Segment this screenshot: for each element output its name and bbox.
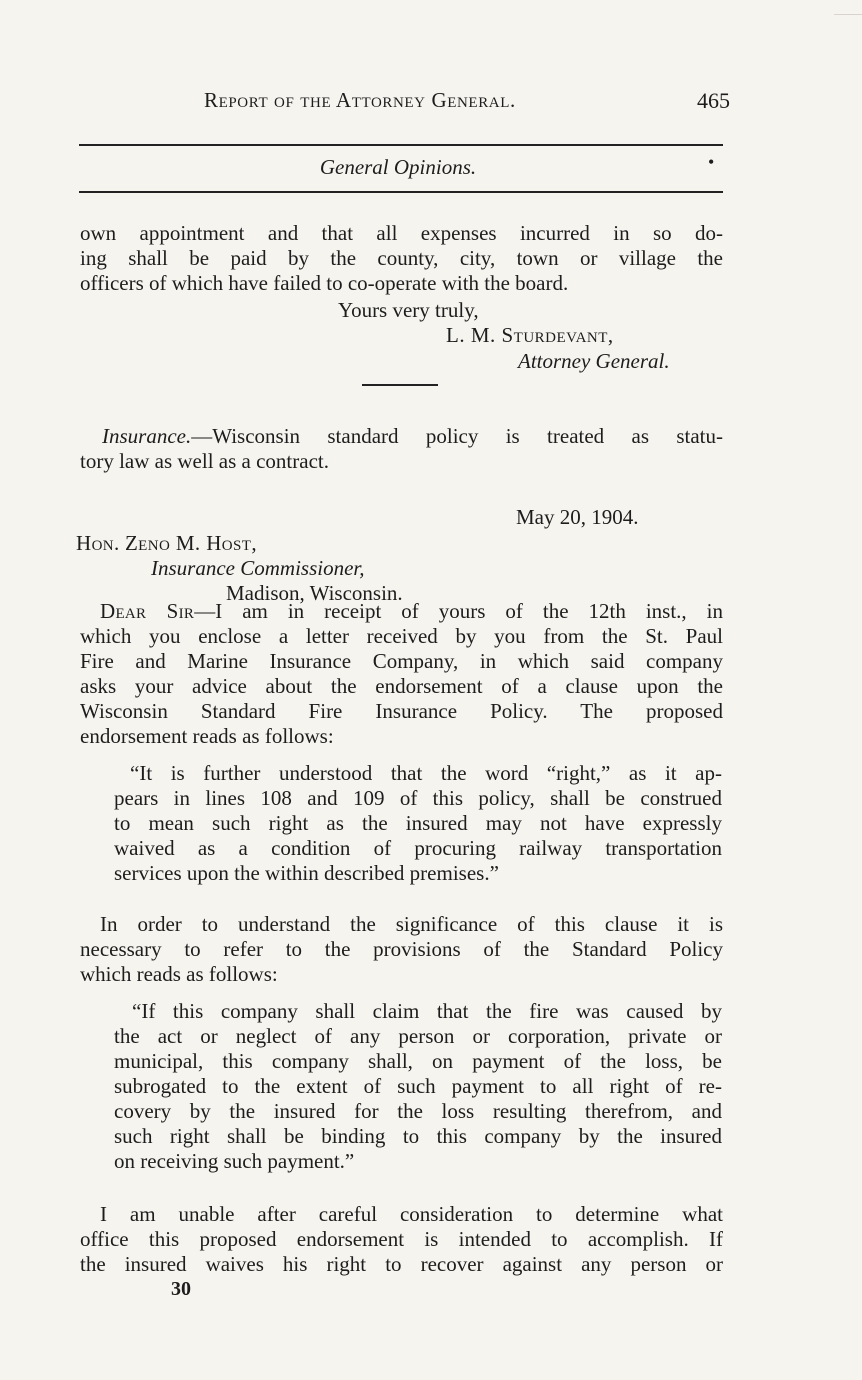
middle-paragraph-first-line xyxy=(100,912,723,937)
opinion-divider xyxy=(362,384,438,386)
final-paragraph xyxy=(80,1227,723,1277)
opinion-heading-line-1 xyxy=(102,424,723,449)
quote-one-first-line xyxy=(130,761,722,786)
quote-one-line-5: services upon the within described premises.” xyxy=(114,861,499,885)
quote-two-line-1: “If this company shall claim that the fire was caused by xyxy=(132,999,722,1023)
letter-body-line-2: which you enclose a letter received by you from the St. Paul xyxy=(80,624,723,648)
salutation: Dear Sir xyxy=(100,599,195,623)
quote-two-first-line xyxy=(132,999,722,1024)
section-mark: • xyxy=(708,152,715,172)
signature-closing: Yours very truly, xyxy=(338,298,479,322)
quote-one-line-1: “It is further understood that the word “right,” as it ap- xyxy=(130,761,722,785)
opinion-heading xyxy=(102,424,723,449)
quote-two xyxy=(114,1024,722,1174)
page-number: 465 xyxy=(697,88,730,113)
opinion-subject: Insurance. xyxy=(102,424,192,448)
opinion-heading-continued xyxy=(80,449,723,474)
quote-two-line-7: on receiving such payment.” xyxy=(114,1149,355,1173)
quote-two-line-4: subrogated to the extent of such payment to all right of re- xyxy=(114,1074,722,1098)
letter-date: May 20, 1904. xyxy=(516,505,639,529)
middle-paragraph xyxy=(80,937,723,987)
quote-one-line-2: pears in lines 108 and 109 of this policy, shall be construed xyxy=(114,786,722,810)
final-line-1: I am unable after careful consideration to determine what xyxy=(100,1202,723,1226)
letter-body-line-4: asks your advice about the endorsement of a clause upon the xyxy=(80,674,723,698)
addressee-name xyxy=(76,531,257,556)
opening-line-1: own appointment and that all expenses incurred in so do- xyxy=(80,221,723,245)
quote-two-line-2: the act or neglect of any person or corporation, private or xyxy=(114,1024,722,1048)
addressee-role: Insurance Commissioner, xyxy=(151,556,365,580)
letter-body-line-1: —I am in receipt of yours of the 12th inst., in xyxy=(194,599,723,623)
letter-body-line-3: Fire and Marine Insurance Company, in which said company xyxy=(80,649,723,673)
section-label: General Opinions. xyxy=(319,155,477,179)
opening-paragraph xyxy=(80,221,723,296)
quote-two-line-6: such right shall be binding to this company by the insured xyxy=(114,1124,722,1148)
printer-signature-mark: 30 xyxy=(171,1278,191,1300)
addressee-full-name: Zeno M. Host, xyxy=(124,531,257,555)
scan-edge-mark xyxy=(834,0,862,15)
letter-line-1 xyxy=(100,599,723,624)
opinion-summary-1: —Wisconsin standard policy is treated as statu- xyxy=(191,424,723,448)
quote-one-line-3: to mean such right as the insured may not have expressly xyxy=(114,811,722,835)
signature-name: L. M. Sturdevant, xyxy=(446,323,614,347)
opening-line-3: officers of which have failed to co-operate with the board. xyxy=(80,271,569,295)
final-paragraph-first-line xyxy=(100,1202,723,1227)
header-top-rule xyxy=(79,144,723,146)
letter-opening-paragraph xyxy=(80,624,723,749)
running-head: Report of the Attorney General. xyxy=(204,88,516,112)
middle-line-3: which reads as follows: xyxy=(80,962,278,986)
signature-title: Attorney General. xyxy=(518,349,670,373)
addressee-prefix: Hon. xyxy=(76,531,120,555)
final-line-3: the insured waives his right to recover against any person or xyxy=(80,1252,723,1276)
final-line-2: office this proposed endorsement is intended to accomplish. If xyxy=(80,1227,723,1251)
header-bottom-rule xyxy=(79,191,723,193)
letter-body-line-5: Wisconsin Standard Fire Insurance Policy. The proposed xyxy=(80,699,723,723)
quote-one-line-4: waived as a condition of procuring railway transportation xyxy=(114,836,722,860)
middle-line-2: necessary to refer to the provisions of the Standard Policy xyxy=(80,937,723,961)
page-header xyxy=(80,88,730,118)
addressee-location: Madison, Wisconsin. xyxy=(226,581,403,605)
middle-line-1: In order to understand the significance of this clause it is xyxy=(100,912,723,936)
quote-one xyxy=(114,786,722,886)
quote-two-line-5: covery by the insured for the loss resulting therefrom, and xyxy=(114,1099,722,1123)
letter-opening-first-line xyxy=(100,599,723,624)
letter-body-line-6: endorsement reads as follows: xyxy=(80,724,334,748)
quote-two-line-3: municipal, this company shall, on payment of the loss, be xyxy=(114,1049,722,1073)
opinion-summary-2: tory law as well as a contract. xyxy=(80,449,329,473)
opening-line-2: ing shall be paid by the county, city, town or village the xyxy=(80,246,723,270)
